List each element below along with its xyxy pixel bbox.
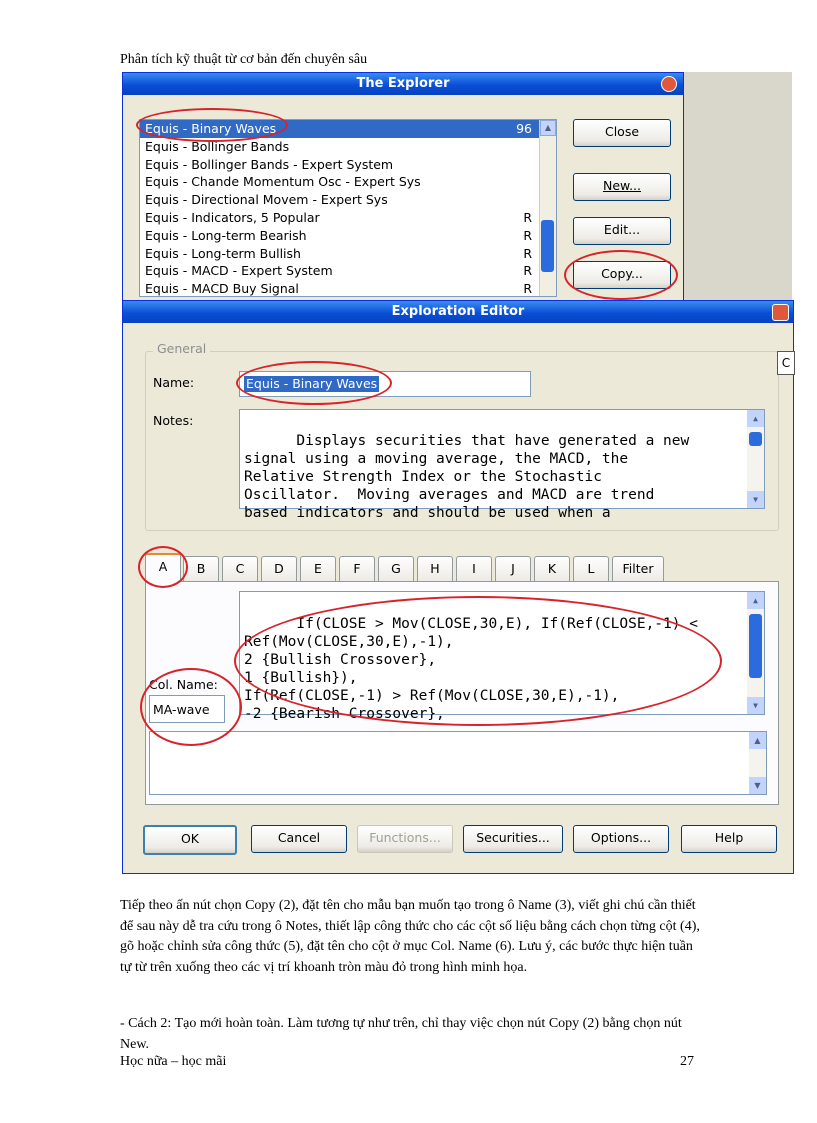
list-item[interactable]: Equis - MACD Buy Signal R (145, 281, 532, 297)
tab-f[interactable]: F (339, 556, 375, 581)
notes-field[interactable] (239, 409, 765, 521)
tab-j[interactable]: J (495, 556, 531, 581)
formula-text: If(CLOSE > Mov(CLOSE,30,E), If(Ref(CLOSE,-1) < Ref(Mov(CLOSE,30,E),-1), 2 {Bullish Crossover}, 1 {Bullish}), If(Ref(CLOSE,-1) > Ref(Mov(CLOSE,30,E),-1), -2 {Bearish Crossover}, (244, 616, 698, 722)
close-button[interactable]: Close (573, 119, 671, 147)
scroll-up-arrow-icon[interactable]: ▲ (540, 120, 556, 136)
securities-button[interactable]: Securities... (463, 825, 563, 853)
list-item[interactable]: Equis - Bollinger Bands (145, 138, 290, 154)
editor-close-icon[interactable] (772, 304, 789, 321)
paragraph-instructions: Tiếp theo ấn nút chọn Copy (2), đặt tên cho mẫu bạn muốn tạo trong ô Name (3), viết ghi chú cần thiết để sau này dễ tra cứu trong ô Notes, thiết lập công thức cho các cột số liệu bằng cách chọn từng cột (4), gõ hoặc chỉnh sửa công thức (5), đặt tên cho cột ở mục Col. Name (6). Lưu ý, các bước thực hiện tuần tự từ trên xuống theo các vị trí khoanh tròn màu đỏ trong hình minh họa. (120, 898, 700, 975)
footer-text: Học nữa – học mãi (120, 1054, 227, 1069)
explorer-title: The Explorer (356, 76, 450, 91)
scroll-thumb[interactable] (541, 220, 554, 272)
functions-button[interactable]: Functions... (357, 825, 453, 853)
scroll-up-arrow-icon[interactable]: ▲ (747, 592, 764, 609)
tab-g[interactable]: G (378, 556, 414, 581)
name-label: Name: (153, 375, 195, 390)
general-group-label: General (153, 341, 210, 356)
tab-i[interactable]: I (456, 556, 492, 581)
edit-button[interactable]: Edit... (573, 217, 671, 245)
scroll-up-arrow-icon[interactable]: ▲ (749, 732, 766, 749)
scroll-thumb[interactable] (749, 432, 762, 446)
notes-scrollbar[interactable] (747, 410, 764, 508)
page-header: Phân tích kỹ thuật từ cơ bản đến chuyên sâu (120, 52, 368, 67)
item-count: 96 (516, 121, 532, 136)
exploration-editor-window (122, 300, 794, 874)
side-box: C (777, 351, 795, 375)
list-item[interactable]: Equis - Chande Momentum Osc - Expert Sys (145, 174, 421, 190)
tab-a[interactable]: A (145, 553, 181, 582)
tab-filter[interactable]: Filter (612, 556, 664, 581)
page-number: 27 (680, 1054, 694, 1069)
list-item[interactable]: Equis - Long-term Bullish R (145, 245, 532, 261)
notes-label: Notes: (153, 413, 194, 428)
tab-b[interactable]: B (183, 556, 219, 581)
scroll-down-arrow-icon[interactable]: ▼ (747, 697, 764, 714)
new-button[interactable]: New... (573, 173, 671, 201)
editor-titlebar (123, 301, 793, 323)
cancel-button[interactable]: Cancel (251, 825, 347, 853)
scroll-up-arrow-icon[interactable]: ▲ (747, 410, 764, 427)
tab-k[interactable]: K (534, 556, 570, 581)
list-item[interactable]: Equis - Bollinger Bands - Expert System (145, 156, 394, 172)
copy-button[interactable]: Copy... (573, 261, 671, 289)
explorer-close-icon[interactable] (661, 76, 677, 92)
tab-c[interactable]: C (222, 556, 258, 581)
notes-text: Displays securities that have generated a new signal using a moving average, the MACD, the Relative Strength Index or the Stochastic Oscillator. Moving averages and MACD are trend based indicators and should be used when a (244, 433, 690, 521)
list-item[interactable]: Equis - Long-term Bearish R (145, 227, 532, 243)
tab-l[interactable]: L (573, 556, 609, 581)
col-name-label: Col. Name: (149, 677, 218, 692)
screenshot-figure (122, 72, 792, 872)
exploration-list[interactable] (139, 119, 557, 297)
col-name-field[interactable]: MA-wave (149, 695, 225, 723)
annotation-circle-tab-a (138, 546, 188, 588)
help-button[interactable]: Help (681, 825, 777, 853)
editor-title: Exploration Editor (391, 304, 525, 319)
ok-button[interactable]: OK (143, 825, 237, 855)
annotation-circle-name-field (236, 361, 392, 405)
scroll-down-arrow-icon[interactable]: ▼ (749, 777, 766, 794)
list-item[interactable]: Equis - MACD - Expert System R (145, 263, 532, 279)
paragraph-method-2: - Cách 2: Tạo mới hoàn toàn. Làm tương tự như trên, chỉ thay việc chọn nút Copy (2) bằng chọn nút New. (120, 1016, 682, 1052)
explorer-titlebar (123, 73, 683, 95)
annotation-circle-col-name (140, 668, 242, 746)
scroll-down-arrow-icon[interactable]: ▼ (747, 491, 764, 508)
scroll-thumb[interactable] (749, 614, 762, 678)
annotation-circle-copy (564, 250, 678, 300)
tab-d[interactable]: D (261, 556, 297, 581)
filter-scrollbar[interactable] (749, 732, 766, 794)
list-scrollbar[interactable] (539, 120, 556, 296)
list-item[interactable]: Equis - Indicators, 5 Popular R (145, 209, 532, 225)
annotation-circle-formula (234, 596, 722, 726)
filter-field[interactable] (149, 731, 767, 795)
tab-h[interactable]: H (417, 556, 453, 581)
annotation-circle-name-item (136, 108, 288, 142)
tab-e[interactable]: E (300, 556, 336, 581)
list-item[interactable]: Equis - Binary Waves 96 (140, 120, 556, 138)
list-item[interactable]: Equis - Directional Movem - Expert Sys (145, 192, 388, 208)
formula-scrollbar[interactable] (747, 592, 764, 714)
options-button[interactable]: Options... (573, 825, 669, 853)
name-value: Equis - Binary Waves (246, 376, 378, 391)
